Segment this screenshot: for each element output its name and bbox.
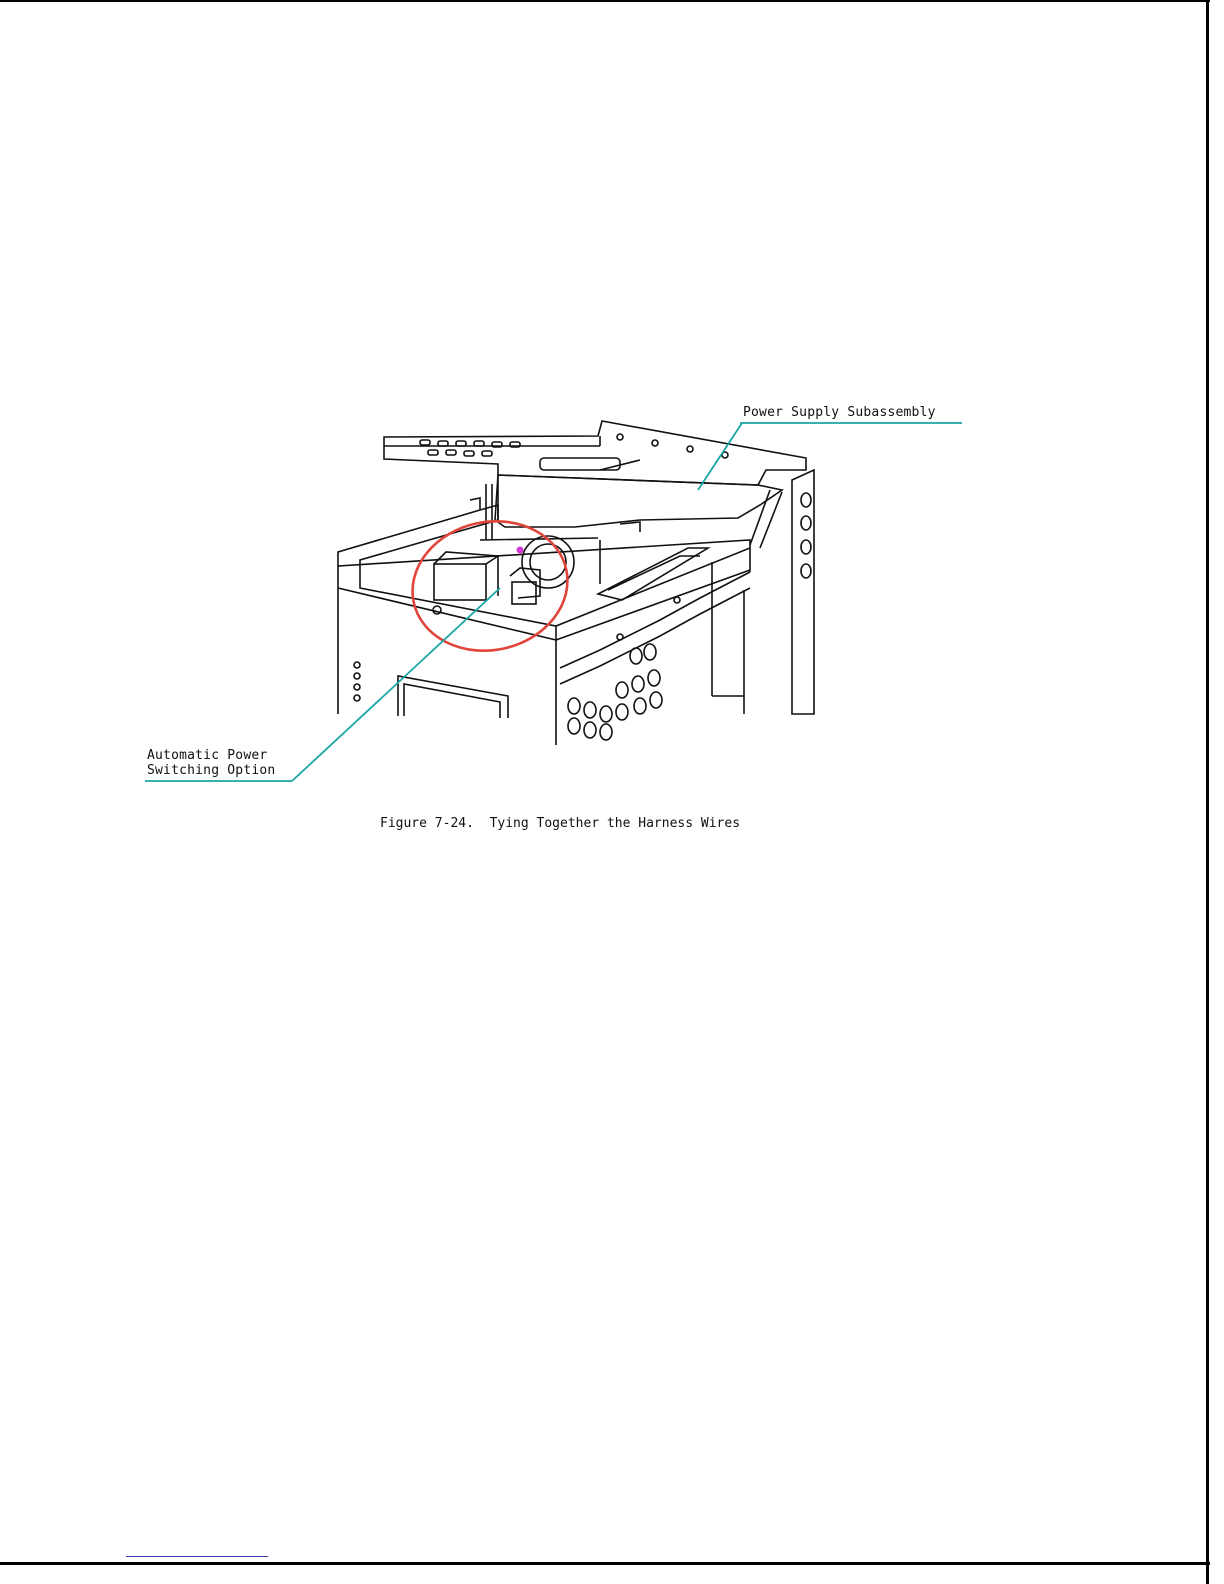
highlight-circle — [400, 507, 579, 665]
figure-caption: Figure 7-24. Tying Together the Harness Wires — [380, 816, 741, 831]
harness-marker — [517, 547, 524, 554]
top-tray — [384, 421, 806, 485]
auto-switch-callout-line1: Automatic Power — [147, 748, 268, 763]
auto-switch-leader — [292, 588, 500, 781]
chassis-top-edge — [338, 505, 750, 626]
auto-switch-callout-line2: Switching Option — [147, 763, 276, 778]
chassis-drawing — [338, 421, 814, 745]
power-supply-box — [495, 475, 782, 527]
power-supply-leader — [698, 423, 742, 490]
power-supply-callout: Power Supply Subassembly — [743, 405, 936, 420]
